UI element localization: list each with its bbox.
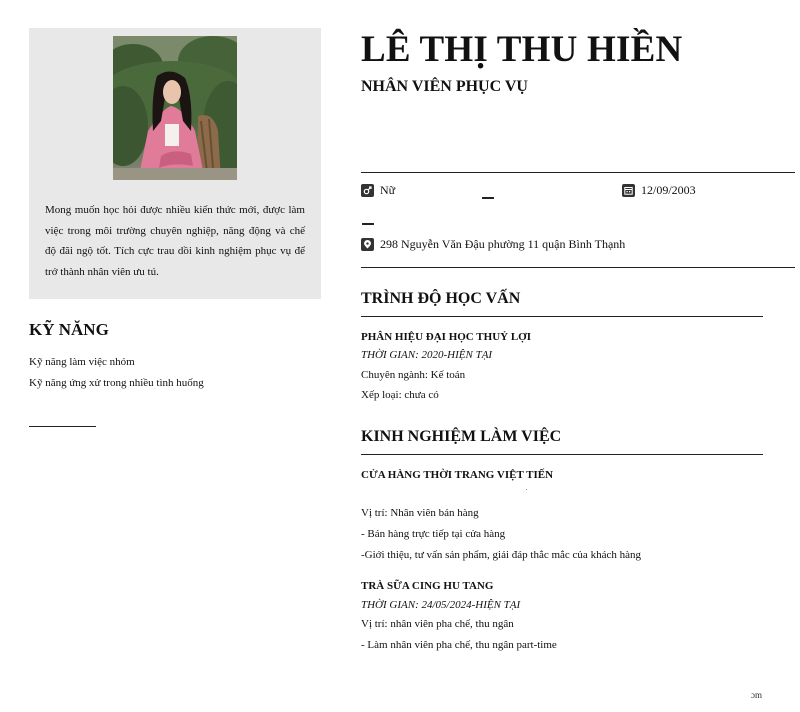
gender-icon [361, 184, 374, 197]
job-detail: - Làm nhân viên pha chế, thu ngân part-time [361, 639, 557, 651]
separator-dash [482, 197, 494, 199]
job-detail: -Giới thiệu, tư vấn sản phẩm, giải đáp thắc mắc của khách hàng [361, 549, 641, 561]
experience-divider [361, 454, 763, 455]
education-grade: Xếp loại: chưa có [361, 389, 439, 401]
job-position: Vị trí: nhân viên pha chế, thu ngân [361, 618, 514, 630]
separator-dash [362, 223, 374, 225]
skills-list [29, 352, 204, 394]
candidate-name: LÊ THỊ THU HIỀN [361, 29, 683, 70]
gender-row [361, 183, 395, 198]
education-divider [361, 316, 763, 317]
calendar-icon [622, 184, 635, 197]
job-time: THỜI GIAN: 24/05/2024-HIỆN TẠI [361, 599, 521, 611]
profile-photo-illustration [113, 36, 237, 180]
career-objective: Mong muốn học hỏi được nhiều kiến thức mới, được làm việc trong môi trường chuyên nghiệp, năng động và chế độ đãi ngộ tốt. Tích cực trau dồi kinh nghiệm phục vụ để trở thành nhân viên ưu tú. [45, 204, 305, 278]
skill-item: Kỹ năng làm việc nhóm [29, 356, 135, 368]
location-pin-icon [361, 238, 374, 251]
skills-divider [29, 426, 96, 427]
experience-heading: KINH NGHIỆM LÀM VIỆC [361, 428, 562, 445]
profile-panel [29, 28, 321, 299]
profile-photo [113, 36, 237, 180]
birthdate-value: 12/09/2003 [641, 183, 696, 197]
skills-heading: KỸ NĂNG [29, 320, 109, 339]
education-heading: TRÌNH ĐỘ HỌC VẤN [361, 290, 521, 307]
job-detail: - Bán hàng trực tiếp tại cửa hàng [361, 528, 506, 540]
header-divider [361, 172, 795, 173]
education-school: PHÂN HIỆU ĐẠI HỌC THUỶ LỢI [361, 331, 532, 343]
education-time: THỜI GIAN: 2020-HIỆN TẠI [361, 349, 493, 361]
job-company: CỬA HÀNG THỜI TRANG VIỆT TIẾN [361, 469, 554, 481]
contact-divider [361, 267, 795, 268]
address-row [361, 237, 625, 252]
address-value: 298 Nguyễn Văn Đậu phường 11 quận Bình Thạnh [380, 237, 626, 251]
job-title: NHÂN VIÊN PHỤC VỤ [361, 78, 528, 95]
job-company: TRÀ SỮA CING HU TANG [361, 580, 494, 592]
stray-dot [526, 489, 527, 490]
skill-item: Kỹ năng ứng xử trong nhiều tình huống [29, 377, 204, 389]
corner-mark: ɔm [751, 690, 762, 700]
gender-value: Nữ [380, 183, 396, 197]
job-position: Vị trí: Nhân viên bán hàng [361, 507, 479, 519]
education-major: Chuyên ngành: Kế toán [361, 369, 466, 381]
birthdate-row [622, 183, 696, 198]
